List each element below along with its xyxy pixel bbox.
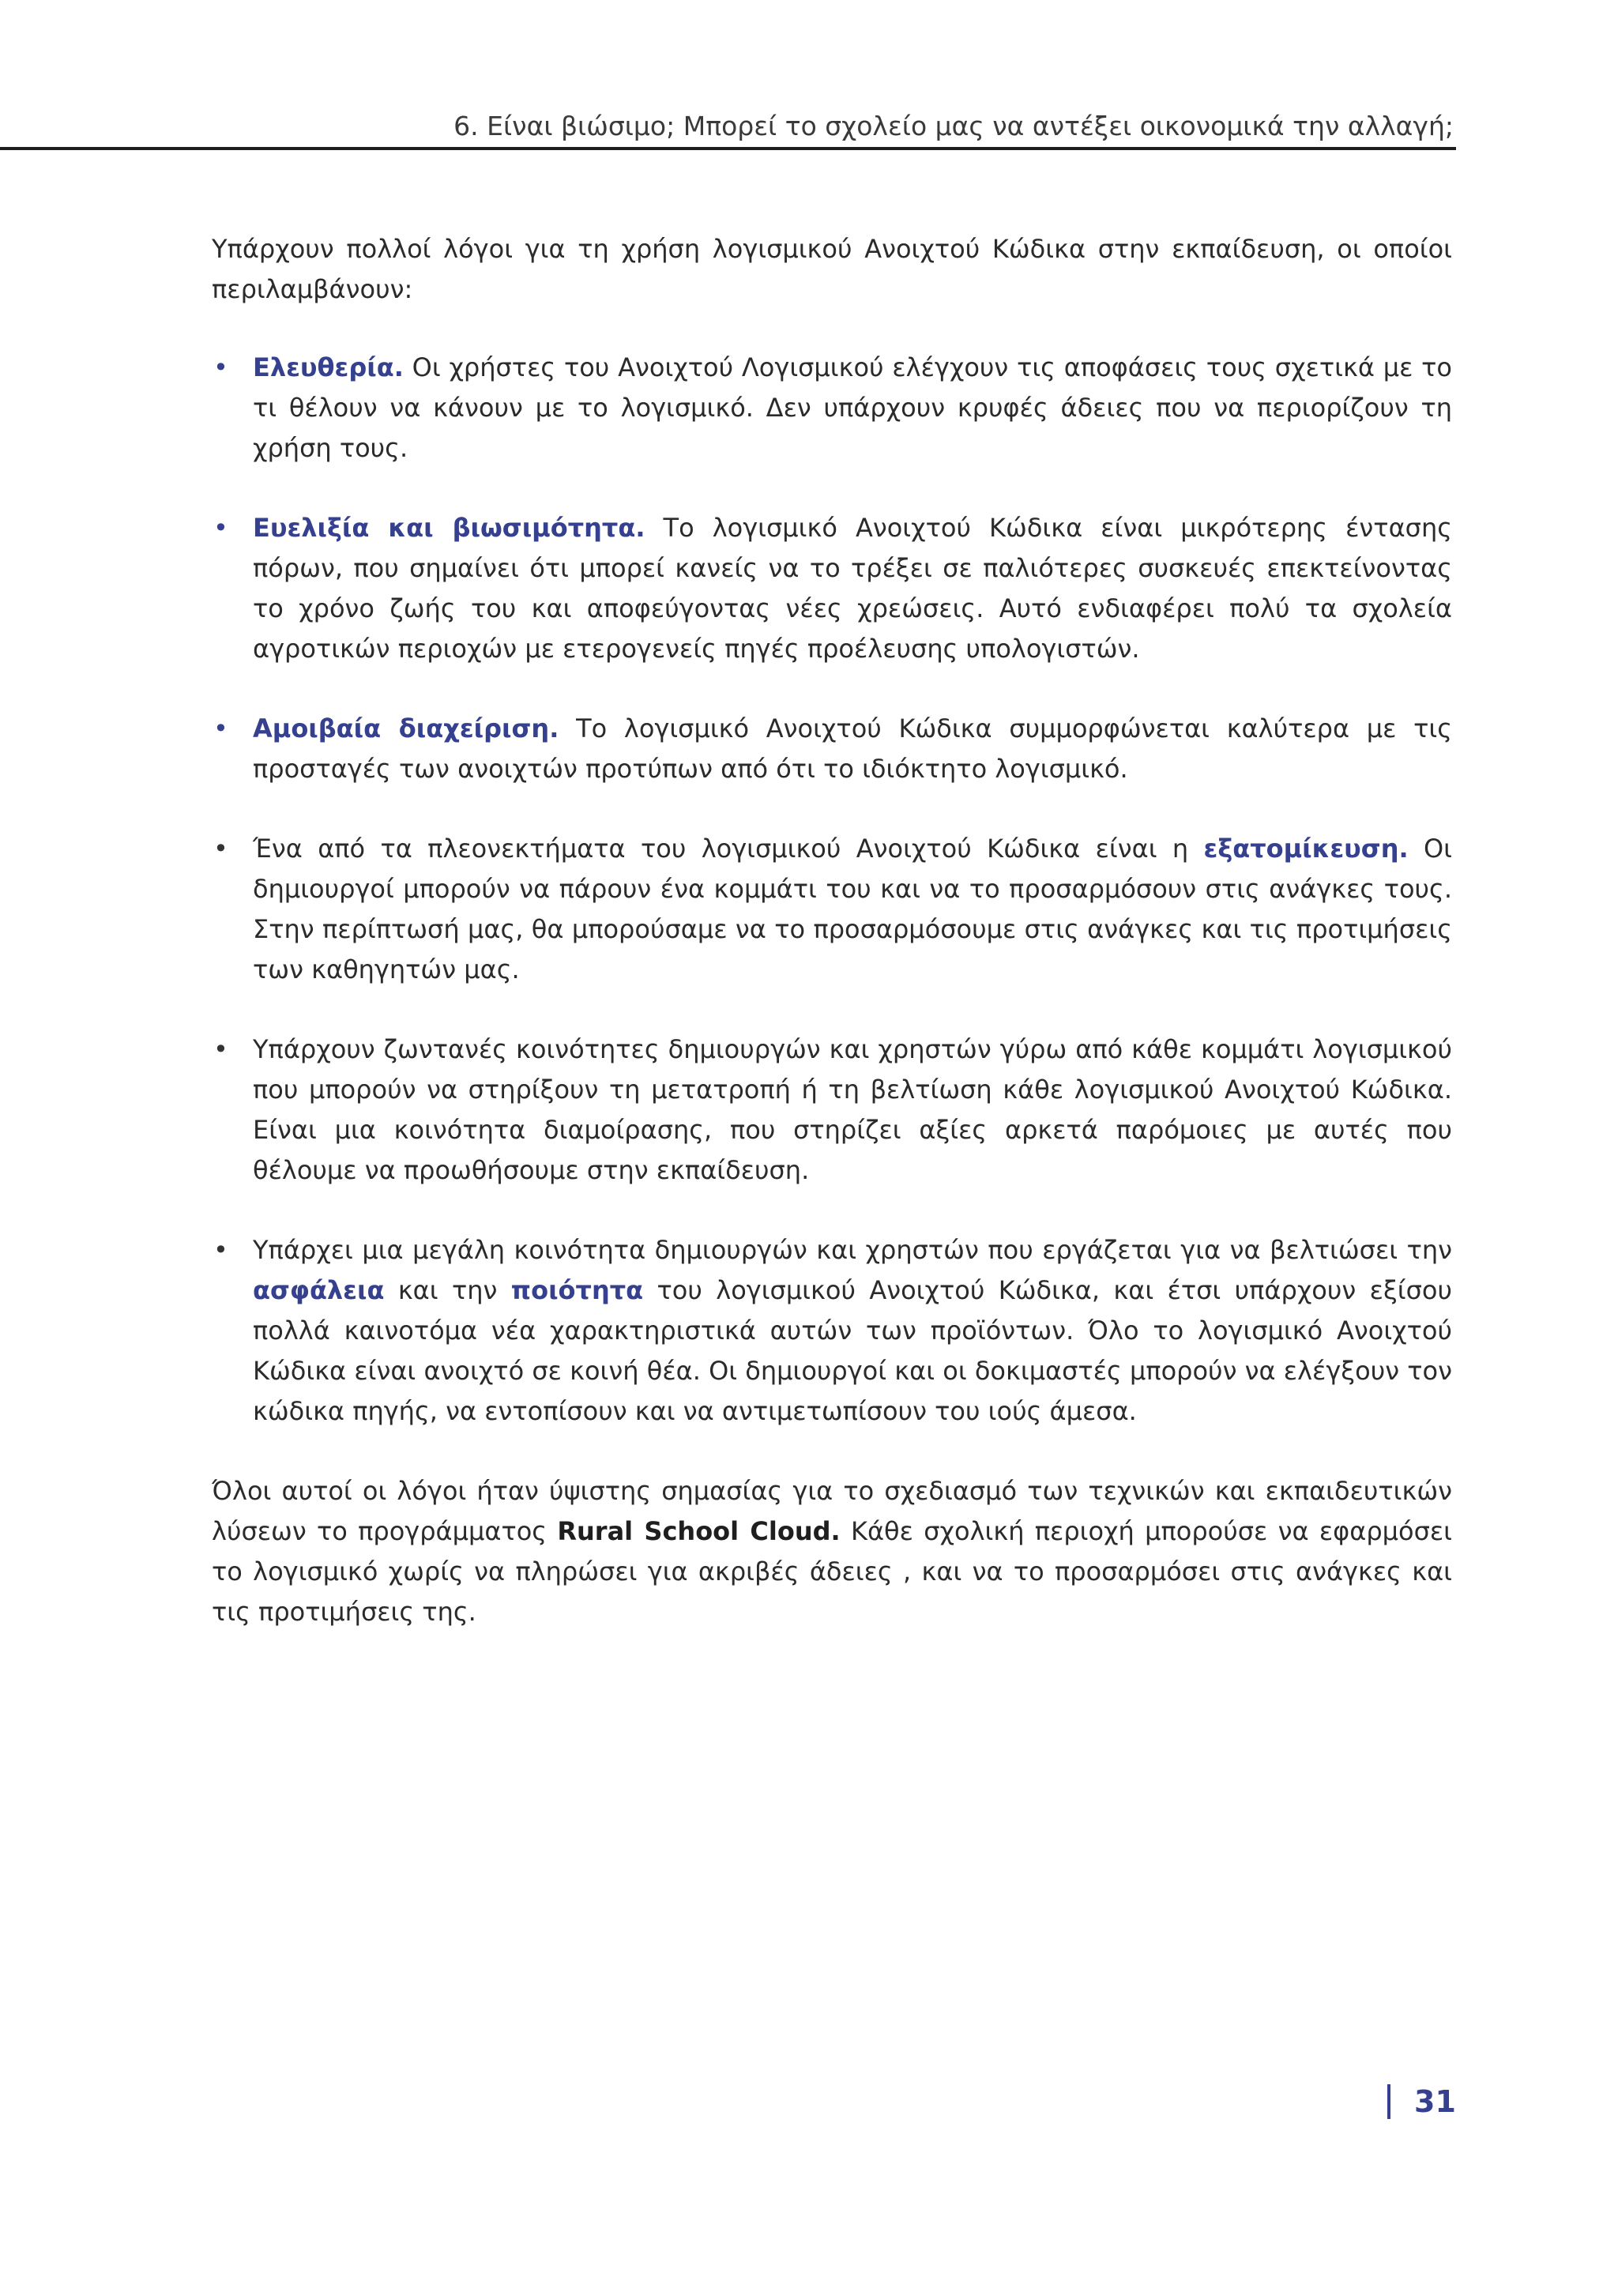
item-text: Οι χρήστες του Ανοιχτού Λογισμικού ελέγχουν τις αποφάσεις τους σχετικά με το τι θέλουν να κάνουν με το λογισμικό. Δεν υπάρχουν κρυφές άδειες που να περιορίζουν τη χρήση τους. bbox=[253, 352, 1452, 463]
closing-paragraph bbox=[212, 1471, 1452, 1632]
bullet-icon: • bbox=[213, 1235, 228, 1265]
page-body bbox=[212, 229, 1452, 1632]
closing-text-pre: Όλοι αυτοί οι λόγοι ήταν ύψιστης σημασίας για το σχεδιασμό των τεχνικών και εκπαιδευτικών λύσεων το προγράμματος bbox=[212, 1476, 1452, 1546]
item-text: Το λογισμικό Ανοιχτού Κώδικα συμμορφώνεται καλύτερα με τις προσταγές των ανοιχτών προτύπων από ότι το ιδιόκτητο λογισμικό. bbox=[253, 713, 1453, 784]
term-quality: ποιότητα bbox=[510, 1275, 644, 1305]
list-item bbox=[212, 829, 1452, 990]
term-interoperability: Αμοιβαία διαχείριση. bbox=[253, 713, 559, 743]
bullet-icon: • bbox=[213, 513, 228, 543]
term-flexibility: Ευελιξία και βιωσιμότητα. bbox=[253, 513, 645, 543]
intro-paragraph: Υπάρχουν πολλοί λόγοι για τη χρήση λογισμικού Ανοιχτού Κώδικα στην εκπαίδευση, οι οποίοι περιλαμβάνουν: bbox=[212, 234, 1452, 304]
list-item bbox=[212, 508, 1452, 669]
project-name: Rural School Cloud. bbox=[557, 1516, 841, 1546]
page-number-divider bbox=[1387, 2084, 1390, 2119]
item-text-mid: και την bbox=[384, 1275, 511, 1305]
reasons-list bbox=[212, 348, 1452, 1432]
page-number: 31 bbox=[1414, 2084, 1456, 2119]
bullet-icon: • bbox=[213, 834, 228, 864]
term-customization: εξατομίκευση. bbox=[1203, 834, 1409, 864]
running-header: 6. Είναι βιώσιμο; Μπορεί το σχολείο μας να αντέξει οικονομικά την αλλαγή; bbox=[453, 111, 1454, 141]
closing-text-post: Κάθε σχολική περιοχή μπορούσε να εφαρμόσει το λογισμικό χωρίς να πληρώσει για ακριβές άδειες , και να το προσαρμόσει στις ανάγκες και τις προτιμήσεις της. bbox=[212, 1516, 1453, 1627]
list-item bbox=[212, 1029, 1452, 1191]
bullet-icon: • bbox=[213, 352, 228, 382]
item-text-post: Οι δημιουργοί μπορούν να πάρουν ένα κομμάτι του και να το προσαρμόσουν στις ανάγκες τους. Στην περίπτωσή μας, θα μπορούσαμε να το προσαρμόσουμε στις ανάγκες και τις προτιμήσεις των καθηγητών μας. bbox=[253, 834, 1453, 984]
list-item bbox=[212, 1230, 1452, 1432]
item-text-pre: Ένα από τα πλεονεκτήματα του λογισμικού Ανοιχτού Κώδικα είναι η bbox=[253, 834, 1204, 864]
bullet-icon: • bbox=[213, 1034, 228, 1064]
list-item bbox=[212, 348, 1452, 469]
page-footer bbox=[1387, 2080, 1456, 2124]
list-item bbox=[212, 709, 1452, 789]
bullet-icon: • bbox=[213, 713, 228, 743]
item-text: Το λογισμικό Ανοιχτού Κώδικα είναι μικρότερης έντασης πόρων, που σημαίνει ότι μπορεί κανείς να το τρέξει σε παλιότερες συσκευές επεκτείνοντας το χρόνο ζωής του και αποφεύγοντας νέες χρεώσεις. Αυτό ενδιαφέρει πολύ τα σχολεία αγροτικών περιοχών με ετερογενείς πηγές προέλευσης υπολογιστών. bbox=[253, 513, 1453, 664]
term-security: ασφάλεια bbox=[253, 1275, 385, 1305]
item-text-post: του λογισμικού Ανοιχτού Κώδικα, και έτσι υπάρχουν εξίσου πολλά καινοτόμα νέα χαρακτηριστικά αυτών των προϊόντων. Όλο το λογισμικό Ανοιχτού Κώδικα είναι ανοιχτό σε κοινή θέα. Οι δημιουργοί και οι δοκιμαστές μπορούν να ελέγξουν τον κώδικα πηγής, να εντοπίσουν και να αντιμετωπίσουν του ιούς άμεσα. bbox=[253, 1275, 1453, 1426]
term-freedom: Ελευθερία. bbox=[253, 352, 404, 382]
item-text: Υπάρχουν ζωντανές κοινότητες δημιουργών και χρηστών γύρω από κάθε κομμάτι λογισμικού που μπορούν να στηρίξουν τη μετατροπή ή τη βελτίωση κάθε λογισμικού Ανοιχτού Κώδικα. Είναι μια κοινότητα διαμοίρασης, που στηρίζει αξίες αρκετά παρόμοιες με αυτές που θέλουμε να προωθήσουμε στην εκπαίδευση. bbox=[253, 1034, 1452, 1185]
item-text-pre: Υπάρχει μια μεγάλη κοινότητα δημιουργών και χρηστών που εργάζεται για να βελτιώσει την bbox=[253, 1235, 1452, 1265]
header-divider bbox=[0, 147, 1456, 150]
